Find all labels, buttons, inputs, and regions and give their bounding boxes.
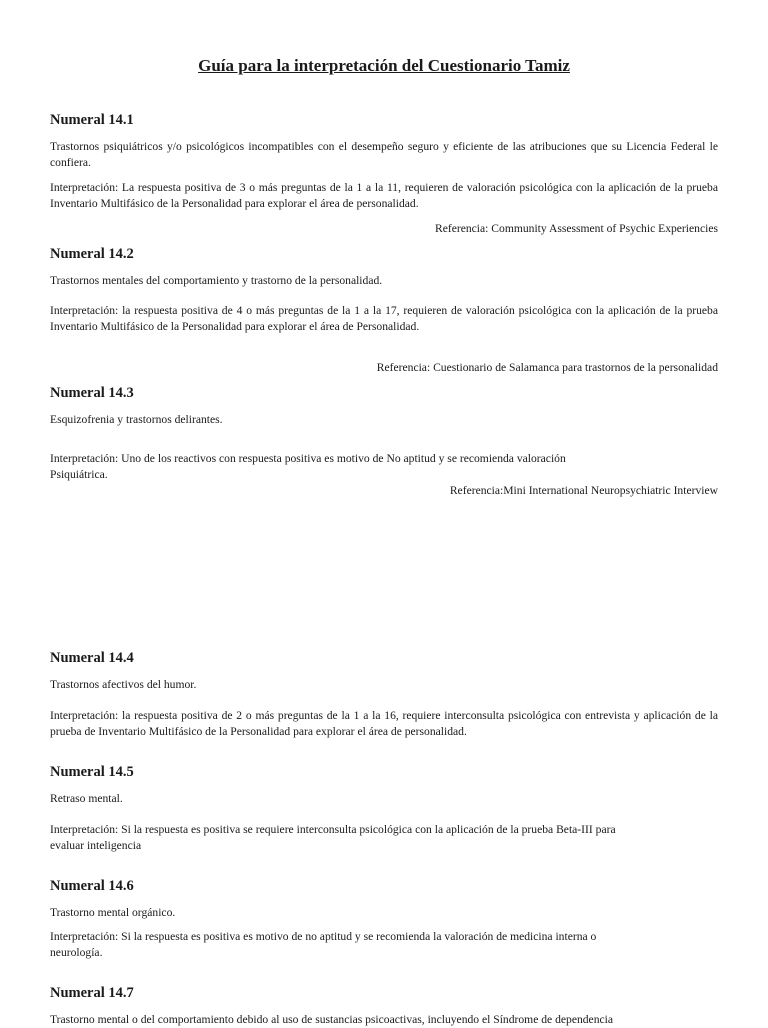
section-reference-14-1: Referencia: Community Assessment of Psychic Experiencies [434,222,718,235]
section-heading-14-4: Numeral 14.4 [50,650,134,666]
section-interpretation-14-1: Interpretación: La respuesta positiva de 3 o más preguntas de la 1 a la 11, requieren de valoración psicológica con la aplicación de la prueba Inventario Multifásico de la Personalidad para explorar el área de personalidad. [50,181,718,210]
section-interpretation-14-3-line1: Interpretación: Uno de los reactivos con respuesta positiva es motivo de No aptitud y se recomienda valoración [50,452,566,465]
section-description-14-6: Trastorno mental orgánico. [50,906,176,919]
section-interpretation-14-2: Interpretación: la respuesta positiva de 4 o más preguntas de la 1 a la 17, requieren de valoración psicológica con la aplicación de la prueba Inventario Multifásico de la Personalidad para explorar el área de Personalidad. [50,304,718,333]
section-interpretation-14-5-line1: Interpretación: Si la respuesta es positiva se requiere interconsulta psicológica con la aplicación de la prueba Beta-III para [50,823,616,836]
section-interpretation-14-3-line2: Psiquiátrica. [50,468,108,481]
section-description-14-7: Trastorno mental o del comportamiento debido al uso de sustancias psicoactivas, incluyendo el Síndrome de dependencia [50,1013,614,1026]
section-description-14-2: Trastornos mentales del comportamiento y trastorno de la personalidad. [50,274,383,287]
section-heading-14-7: Numeral 14.7 [50,985,134,1001]
section-description-14-4: Trastornos afectivos del humor. [50,678,197,691]
section-description-14-5: Retraso mental. [50,792,123,805]
section-interpretation-14-6-line1: Interpretación: Si la respuesta es positiva es motivo de no aptitud y se recomienda la valoración de medicina interna o [50,930,597,943]
document-title: Guía para la interpretación del Cuestionario Tamiz [198,56,570,75]
section-heading-14-5: Numeral 14.5 [50,764,134,780]
section-heading-14-3: Numeral 14.3 [50,385,134,401]
section-description-14-1: Trastornos psiquiátricos y/o psicológicos incompatibles con el desempeño seguro y eficiente de las atribuciones que su Licencia Federal le confiera. [50,140,718,169]
section-interpretation-14-4: Interpretación: la respuesta positiva de 2 o más preguntas de la 1 a la 16, requiere interconsulta psicológica con entrevista y aplicación de la prueba de Inventario Multifásico de la Personalidad para explorar el área de personalidad. [50,709,718,738]
section-heading-14-6: Numeral 14.6 [50,878,134,894]
section-heading-14-2: Numeral 14.2 [50,246,134,262]
section-reference-14-3: Referencia:Mini International Neuropsychiatric Interview [449,484,718,497]
section-reference-14-2: Referencia: Cuestionario de Salamanca para trastornos de la personalidad [376,361,718,374]
section-interpretation-14-5-line2: evaluar inteligencia [50,839,142,852]
section-heading-14-1: Numeral 14.1 [50,112,134,128]
section-description-14-3: Esquizofrenia y trastornos delirantes. [50,413,223,426]
section-interpretation-14-6-line2: neurología. [50,946,103,959]
